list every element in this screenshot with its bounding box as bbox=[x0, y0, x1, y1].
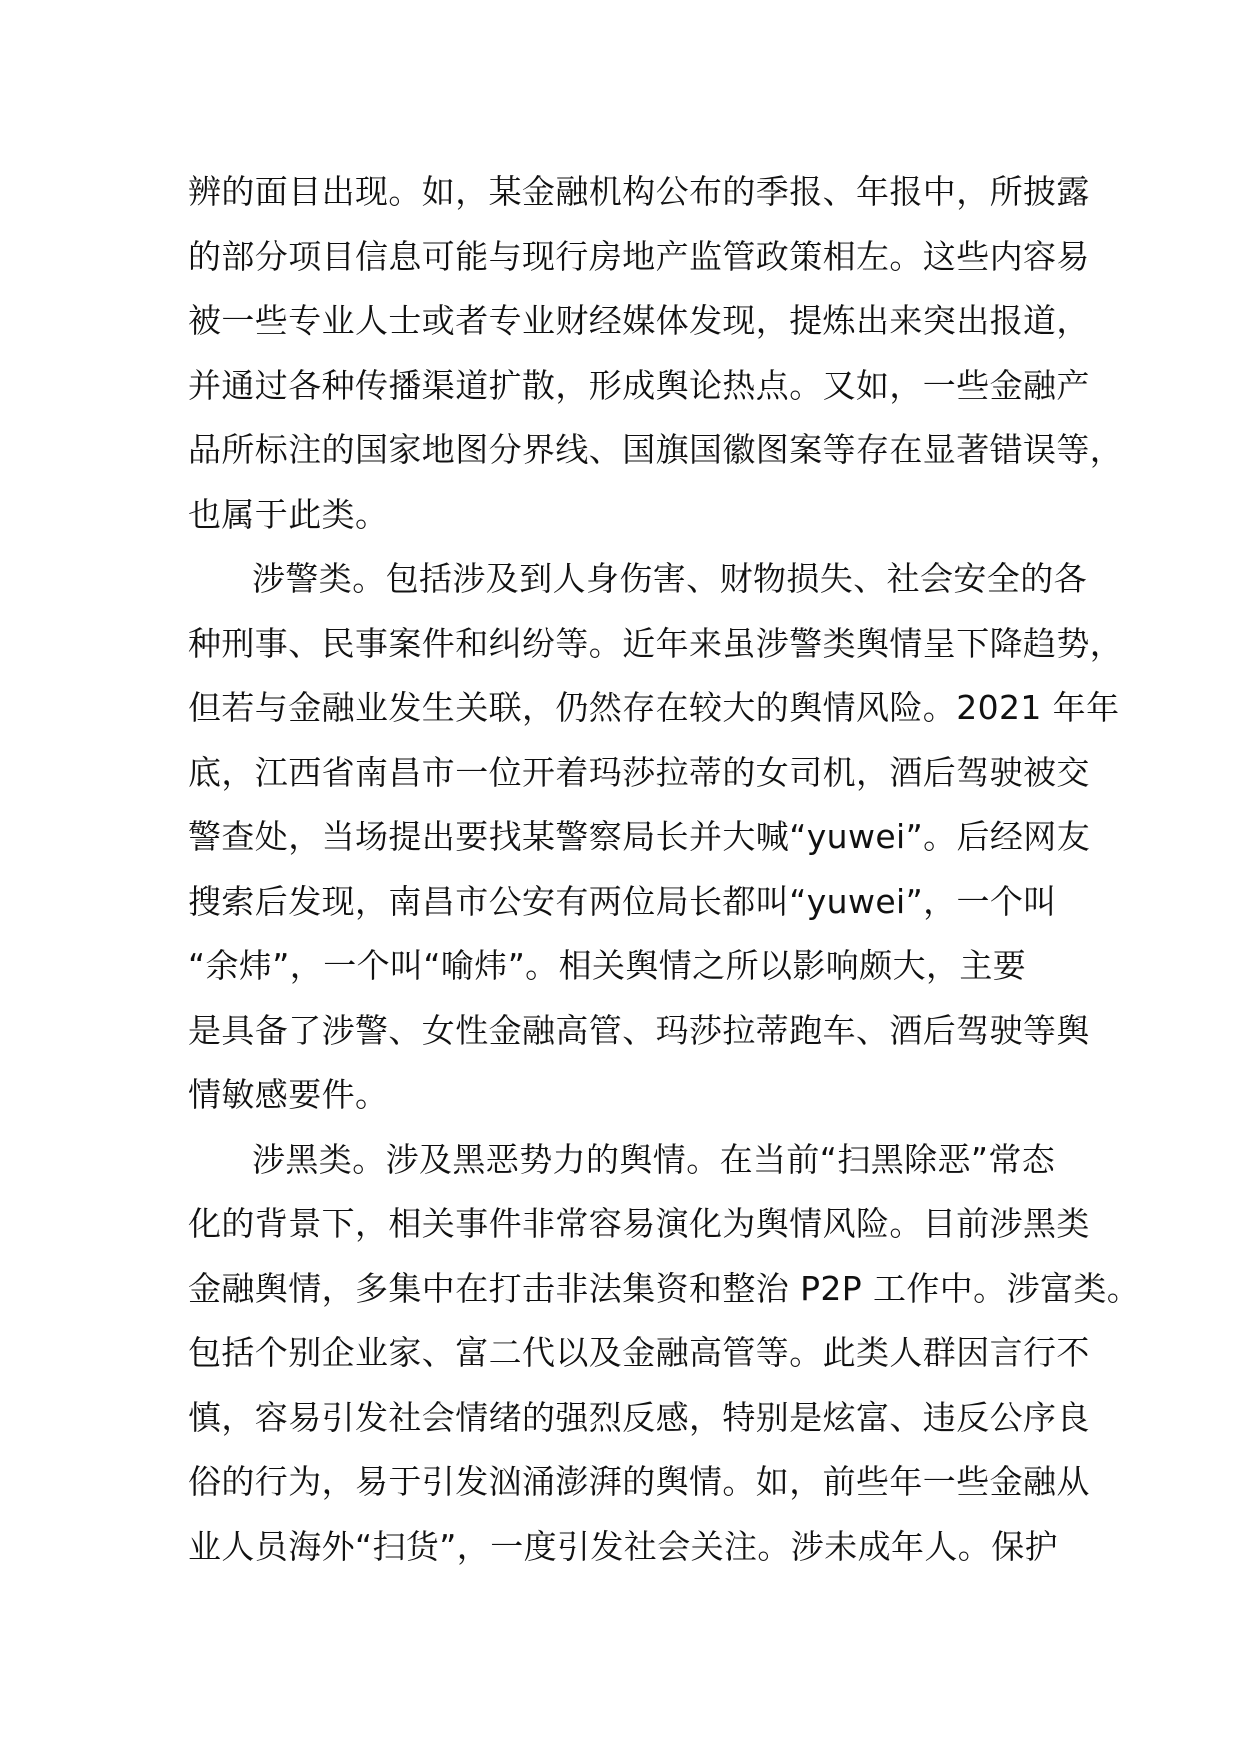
text-line: 品所标注的国家地图分界线、国旗国徽图案等存在显著错误等， bbox=[188, 430, 1124, 469]
text-line: “余炜”，一个叫“喻炜”。相关舆情之所以影响颇大，主要 bbox=[188, 946, 1027, 985]
body-text bbox=[188, 160, 1141, 1579]
text-line: 包括个别企业家、富二代以及金融高管等。此类人群因言行不 bbox=[188, 1333, 1090, 1372]
text-line: 俗的行为，易于引发汹涌澎湃的舆情。如，前些年一些金融从 bbox=[188, 1462, 1090, 1501]
text-line: 也属于此类。 bbox=[188, 494, 389, 534]
text-line: 辨的面目出现。如，某金融机构公布的季报、年报中，所披露 bbox=[188, 172, 1090, 211]
text-line: 的部分项目信息可能与现行房地产监管政策相左。这些内容易 bbox=[188, 236, 1090, 276]
text-line: 种刑事、民事案件和纠纷等。近年来虽涉警类舆情呈下降趋势， bbox=[188, 623, 1124, 663]
text-line: 但若与金融业发生关联，仍然存在较大的舆情风险。2021 年年 bbox=[188, 688, 1120, 727]
text-line: 慎，容易引发社会情绪的强烈反感，特别是炫富、违反公序良 bbox=[188, 1397, 1090, 1437]
text-line: 警查处，当场提出要找某警察局长并大喊“yuwei”。后经网友 bbox=[188, 817, 1091, 856]
text-line: 底，江西省南昌市一位开着玛莎拉蒂的女司机，酒后驾驶被交 bbox=[188, 752, 1090, 792]
text-line: 金融舆情，多集中在打击非法集资和整治 P2P 工作中。涉富类。 bbox=[188, 1268, 1141, 1308]
text-line: 被一些专业人士或者专业财经媒体发现，提炼出来突出报道， bbox=[188, 301, 1090, 340]
text-line: 搜索后发现，南昌市公安有两位局长都叫“yuwei”，一个叫 bbox=[188, 881, 1057, 921]
text-line: 业人员海外“扫货”，一度引发社会关注。涉未成年人。保护 bbox=[188, 1526, 1058, 1566]
text-line: 是具备了涉警、女性金融高管、玛莎拉蒂跑车、酒后驾驶等舆 bbox=[188, 1010, 1090, 1050]
text-line: 情敏感要件。 bbox=[188, 1075, 389, 1114]
paragraph-start-line: 涉黑类。涉及黑恶势力的舆情。在当前“扫黑除恶”常态 bbox=[252, 1139, 1056, 1179]
text-line: 并通过各种传播渠道扩散，形成舆论热点。又如，一些金融产 bbox=[188, 365, 1090, 405]
paragraph-start-line: 涉警类。包括涉及到人身伤害、财物损失、社会安全的各 bbox=[252, 559, 1087, 598]
text-line: 化的背景下，相关事件非常容易演化为舆情风险。目前涉黑类 bbox=[188, 1204, 1090, 1243]
